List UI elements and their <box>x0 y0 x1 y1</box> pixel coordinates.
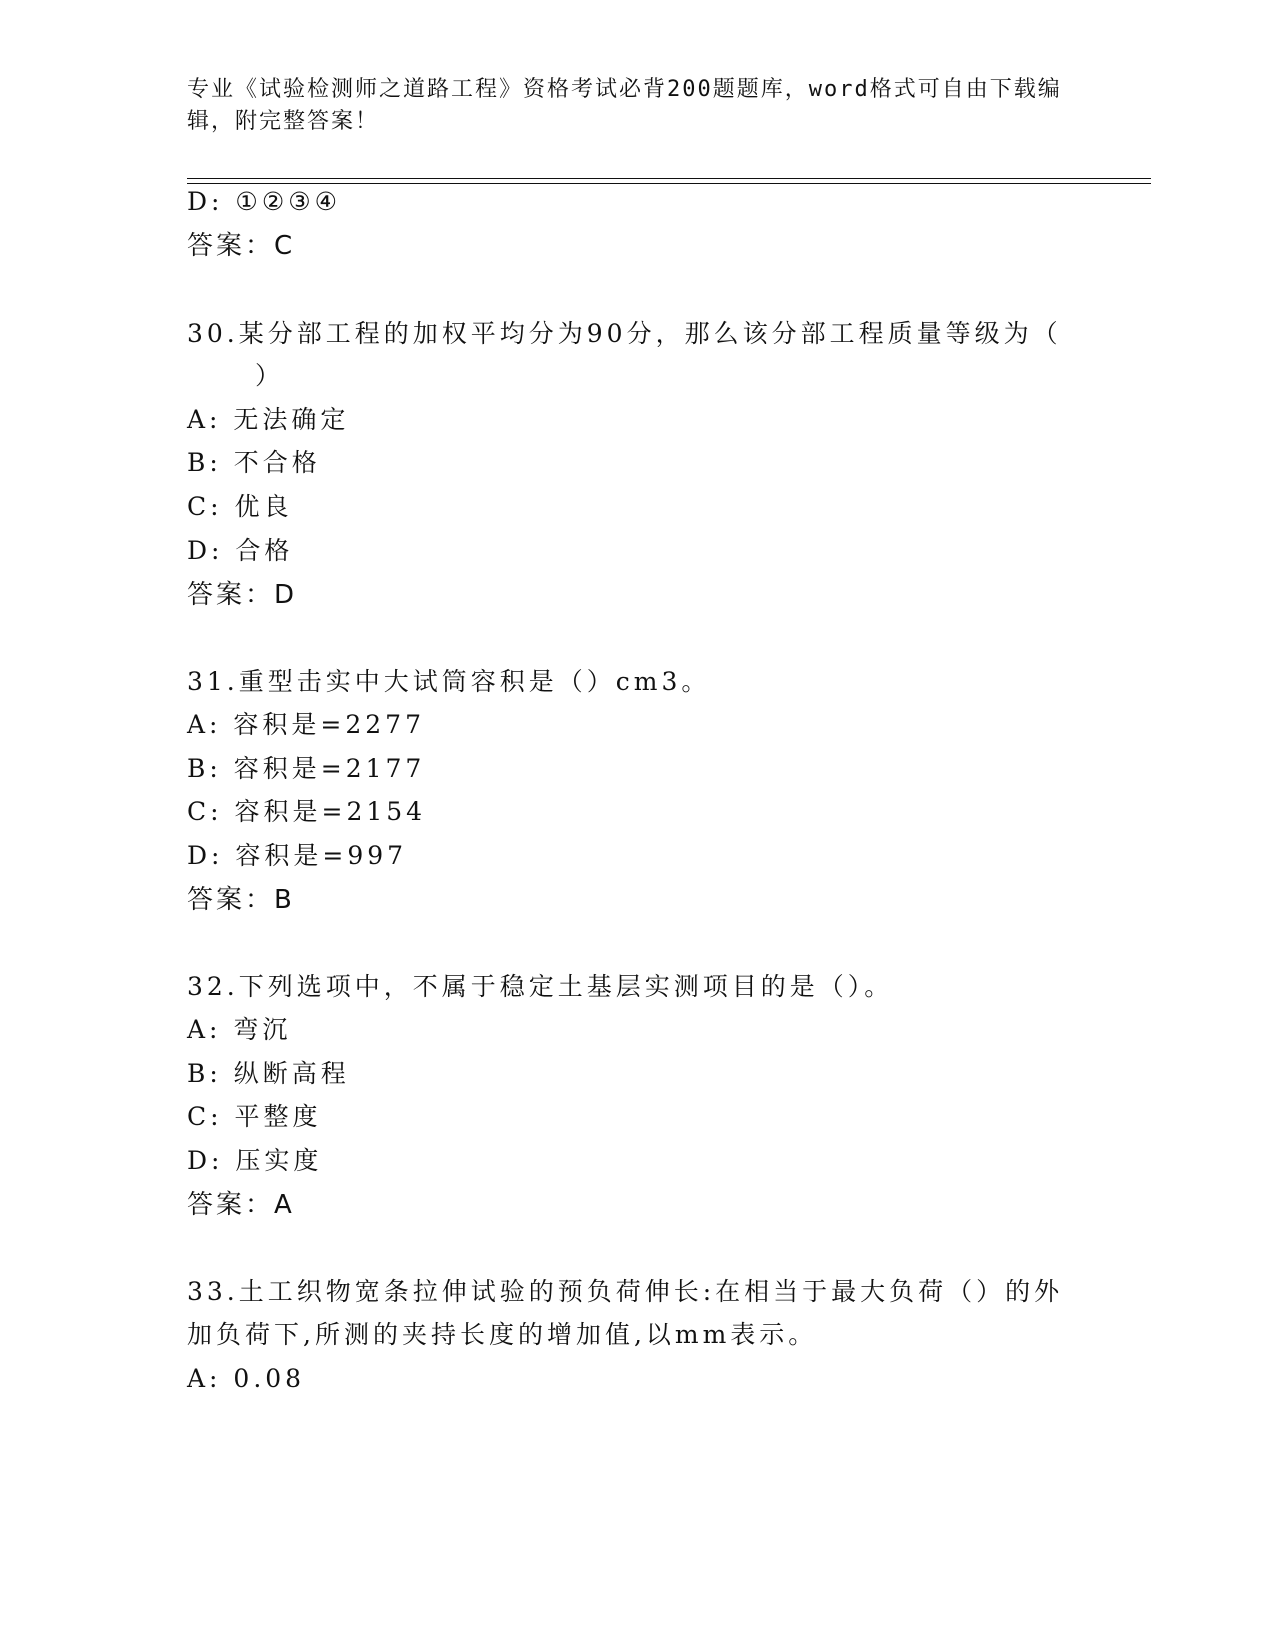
prev-question-answer: 答案：C <box>187 231 296 261</box>
prev-question-option-d: D: ①②③④ <box>187 187 342 216</box>
header-rule-bottom <box>187 183 1151 184</box>
question-30-option-b: B: 不合格 <box>187 448 321 477</box>
question-30-stem-line1: 30.某分部工程的加权平均分为90分，那么该分部工程质量等级为（ <box>187 319 1062 348</box>
question-32-option-c: C: 平整度 <box>187 1102 322 1131</box>
question-31-stem: 31.重型击实中大试筒容积是（）cm3。 <box>187 667 711 696</box>
question-30-answer: 答案：D <box>187 580 298 610</box>
question-30-option-d: D: 合格 <box>187 536 294 565</box>
question-33-option-a: A: 0.08 <box>187 1364 306 1393</box>
question-32-stem: 32.下列选项中，不属于稳定土基层实测项目的是（）。 <box>187 972 894 1001</box>
question-31-option-b: B: 容积是=2177 <box>187 754 426 783</box>
question-33-stem-line2: 加负荷下,所测的夹持长度的增加值,以mm表示。 <box>187 1320 818 1349</box>
question-30-stem-line2: ） <box>255 361 285 390</box>
document-header: 专业《试验检测师之道路工程》资格考试必背200题题库，word格式可自由下载编辑，附完整答案！ <box>187 77 1062 134</box>
question-32-answer: 答案：A <box>187 1190 295 1220</box>
question-32-option-d: D: 压实度 <box>187 1146 323 1175</box>
question-33-stem-line1: 33.土工织物宽条拉伸试验的预负荷伸长:在相当于最大负荷（）的外 <box>187 1277 1064 1306</box>
question-32-option-a: A: 弯沉 <box>187 1015 292 1044</box>
question-30-option-c: C: 优良 <box>187 492 293 521</box>
question-31-option-a: A: 容积是=2277 <box>187 710 425 739</box>
question-31-option-c: C: 容积是=2154 <box>187 797 427 826</box>
question-30-option-a: A: 无法确定 <box>187 405 350 434</box>
question-31-option-d: D: 容积是=997 <box>187 841 408 870</box>
question-31-answer: 答案：B <box>187 885 295 915</box>
header-rule-top <box>187 178 1151 179</box>
question-32-option-b: B: 纵断高程 <box>187 1059 350 1088</box>
